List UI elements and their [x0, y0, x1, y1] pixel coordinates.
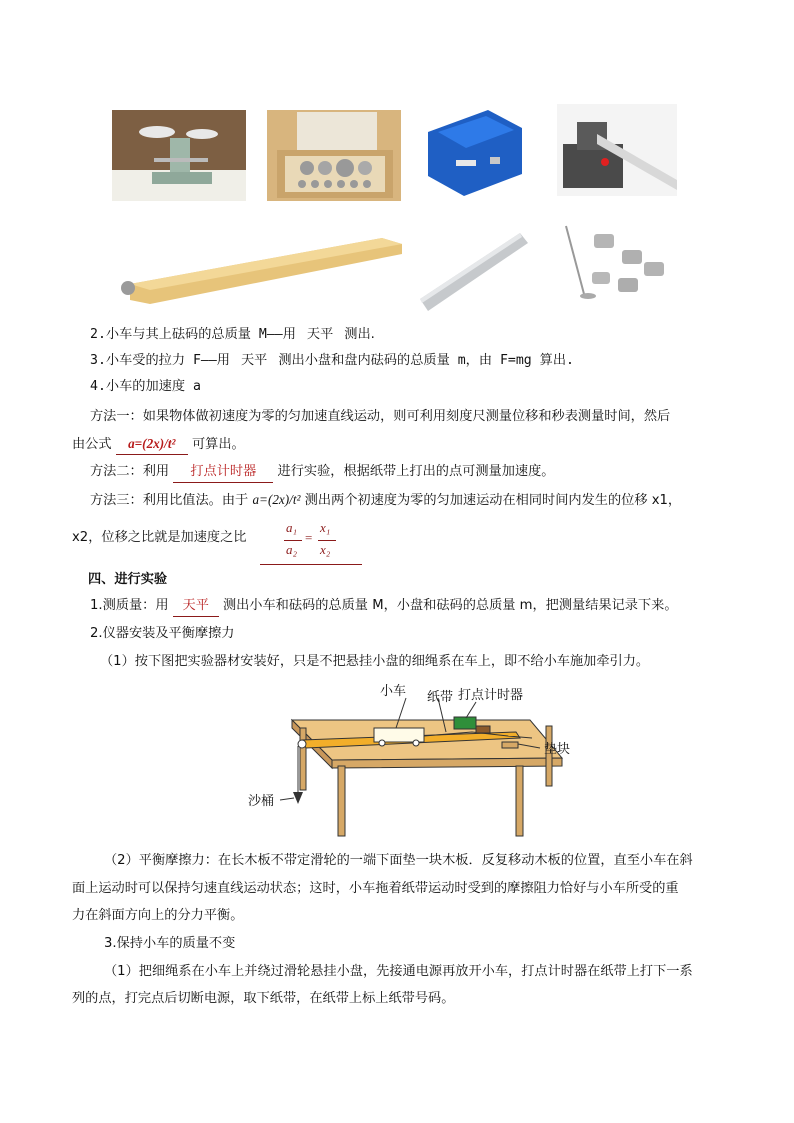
text: （2）平衡摩擦力：在长木板不带定滑轮的一端下面垫一块木板．反复移动木板的位置，直至小车在斜	[104, 853, 693, 868]
method-one	[90, 407, 670, 427]
text: 测出小车和砝码的总质量 M，小盘和砝码的总质量 m，把测量结果记录下来。	[222, 598, 678, 613]
label-car: 小车	[380, 684, 407, 699]
text: 面上运动时可以保持匀速直线运动状态；这时，小车拖着纸带运动时受到的摩擦阻力恰好与小车所受的重	[72, 881, 679, 896]
fraction-bar	[318, 540, 336, 541]
answer-timer: 打点计时器	[173, 462, 273, 483]
step-install-1	[100, 652, 649, 672]
answer-formula: a=(2x)/t²	[116, 434, 188, 455]
denominator-a2: a₂	[286, 542, 298, 557]
section-heading	[88, 570, 167, 590]
numerator-a1: a₁	[286, 520, 298, 535]
text: 方法一：如果物体做初速度为零的匀加速直线运动，则可利用刻度尺测量位移和秒表测量时间，然后	[90, 409, 671, 424]
denominator-x2: x₂	[320, 542, 331, 557]
text: 四、进行实验	[88, 572, 168, 587]
step-balance-friction-end	[72, 906, 243, 926]
apparatus-svg	[240, 680, 580, 845]
equals-sign: =	[305, 530, 313, 545]
apparatus-diagram	[240, 680, 580, 845]
hook-weights-photo	[558, 222, 674, 304]
text: 列的点，打完点后切断电源，取下纸带，在纸带上标上纸带号码。	[72, 991, 455, 1006]
ratio-answer	[260, 518, 362, 566]
text: 由公式	[72, 437, 112, 452]
line-pull-force	[90, 351, 574, 371]
label-tape: 纸带	[427, 690, 454, 705]
long-board-photo	[112, 220, 404, 310]
method-three	[90, 490, 681, 511]
step-balance-friction-cont	[72, 879, 679, 899]
text: 方法二：利用	[90, 464, 170, 479]
text: 2.仪器安装及平衡摩擦力	[90, 626, 235, 641]
line-acceleration	[90, 377, 201, 397]
text: 测出两个初速度为零的匀加速运动在相同时间内发生的位移 x1，	[304, 493, 682, 508]
method-two	[90, 462, 554, 483]
balance-photo	[112, 110, 246, 201]
formula: a=(2x)/t²	[252, 492, 301, 507]
step-keep-mass	[104, 934, 235, 954]
text: 测出.	[344, 327, 375, 342]
text: 1.测质量：用	[90, 598, 169, 613]
step-install	[90, 624, 234, 644]
answer-underline	[260, 564, 362, 565]
answer-balance: 天平	[306, 327, 334, 342]
step-keep-mass-1-cont	[72, 989, 454, 1009]
method-three-cont	[72, 528, 246, 548]
text: （1）按下图把实验器材安装好，只是不把悬挂小盘的细绳系在车上，即不给小车施加牵引力。	[100, 654, 650, 669]
text: 方法三：利用比值法。由于	[90, 493, 249, 508]
fraction-bar	[284, 540, 302, 541]
text: 力在斜面方向上的分力平衡。	[72, 908, 244, 923]
ruler-photo	[420, 229, 528, 313]
text: x2，位移之比就是加速度之比	[72, 530, 247, 545]
spark-timer-photo	[418, 102, 530, 200]
text: 2.小车与其上砝码的总质量 M——用	[90, 327, 296, 342]
line-total-mass	[90, 325, 375, 345]
step-keep-mass-1	[104, 962, 693, 982]
text: （1）把细绳系在小车上并绕过滑轮悬挂小盘，先接通电源再放开小车，打点计时器在纸带上打下一系	[104, 964, 693, 979]
answer-balance: 天平	[173, 596, 219, 617]
text: 3.小车受的拉力 F——用	[90, 353, 230, 368]
answer-balance: 天平	[240, 353, 268, 368]
weight-box-photo	[267, 110, 401, 201]
electromagnetic-timer-photo	[557, 104, 677, 196]
label-timer: 打点计时器	[458, 688, 524, 703]
method-one-cont	[72, 434, 245, 455]
label-block: 垫块	[544, 742, 571, 757]
text: 3.保持小车的质量不变	[104, 936, 236, 951]
step-balance-friction	[104, 851, 693, 871]
step-measure-mass	[90, 596, 678, 617]
numerator-x1: x₁	[320, 520, 331, 535]
text: 可算出。	[191, 437, 245, 452]
text: 进行实验，根据纸带上打出的点可测量加速度。	[277, 464, 555, 479]
text: 4.小车的加速度 a	[90, 379, 201, 394]
label-bucket: 沙桶	[248, 794, 275, 809]
text: 测出小盘和盘内砝码的总质量 m，由 F=mg 算出.	[278, 353, 575, 368]
